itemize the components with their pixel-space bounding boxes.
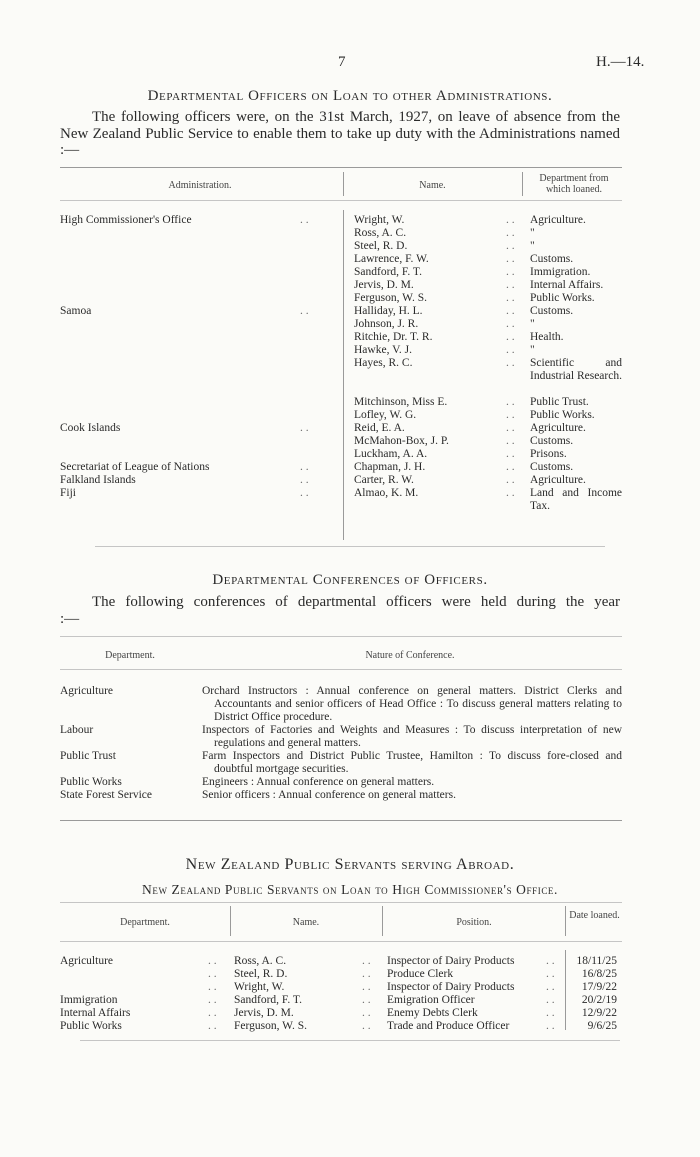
section-intro-conferences: The following conferences of departmental officers were held during the year :— [60,594,620,627]
leader-dots: . . [208,968,217,980]
table-top-rule [60,636,622,637]
leader-dots: . . [362,1007,371,1019]
abroad-name-cell: Wright, W. [234,981,285,993]
conference-nature-cell: Engineers : Annual conference on general matters. [202,776,435,788]
header-rule [60,941,622,942]
conference-department-cell: Labour [60,724,94,736]
abroad-name-cell: Ross, A. C. [234,955,287,967]
leader-dots: . . [506,331,515,343]
department-cell: Public Works. [530,409,595,421]
leader-dots: . . [506,474,515,486]
section-intro-loan: The following officers were, on the 31st March, 1927, on leave of absence from the New Zealand Public Service to enable them to take up duty with the Administrations named :— [60,109,620,158]
administration-cell: Samoa [60,305,92,317]
leader-dots: . . [546,1007,555,1019]
leader-dots: . . [506,318,515,330]
name-cell: Carter, R. W. [354,474,414,486]
department-cell: Customs. [530,435,574,447]
department-cell: " [530,344,535,356]
leader-dots: . . [362,1020,371,1032]
leader-dots: . . [546,955,555,967]
administration-cell: Fiji [60,487,76,499]
administration-cell: High Commissioner's Office [60,214,192,226]
leader-dots: . . [506,487,515,499]
name-cell: Hayes, R. C. [354,357,413,369]
leader-dots: . . [208,1020,217,1032]
department-cell: Immigration. [530,266,591,278]
leader-dots: . . [208,1007,217,1019]
column-divider [230,906,231,936]
leader-dots: . . [506,292,515,304]
leader-dots: . . [506,279,515,291]
conference-department-cell: Public Works [60,776,122,788]
name-cell: Lawrence, F. W. [354,253,429,265]
department-cell: Customs. [530,253,574,265]
name-cell: Steel, R. D. [354,240,408,252]
conference-nature-cell: Senior officers : Annual conference on general matters. [202,789,456,801]
department-cell: " [530,240,535,252]
department-cell: Public Trust. [530,396,589,408]
abroad-date-cell: 12/9/22 [581,1007,617,1019]
header-rule [60,669,622,670]
leader-dots: . . [506,396,515,408]
column-divider [522,172,523,196]
leader-dots: . . [506,357,515,369]
header-rule [60,200,622,201]
name-cell: Ross, A. C. [354,227,407,239]
department-cell: Public Works. [530,292,595,304]
abroad-department-cell: Immigration [60,994,118,1006]
conference-nature-cell: Inspectors of Factories and Weights and Measures : To discuss interpretation of new regulations and general matters. [202,724,622,749]
name-cell: Lofley, W. G. [354,409,417,421]
department-cell: Agriculture. [530,422,586,434]
abroad-date-cell: 9/6/25 [587,1020,617,1032]
leader-dots: . . [362,955,371,967]
leader-dots: . . [362,994,371,1006]
name-cell: Ferguson, W. S. [354,292,427,304]
table-top-rule [60,902,622,903]
column-divider [565,950,566,1030]
leader-dots: . . [506,240,515,252]
column-header-nature: Nature of Conference. [365,650,455,661]
name-cell: McMahon-Box, J. P. [354,435,449,447]
department-cell: Health. [530,331,564,343]
column-header-department: Department from which loaned. [539,173,609,195]
leader-dots: . . [300,214,309,226]
administration-cell: Secretariat of League of Nations [60,461,210,473]
name-cell: Hawke, V. J. [354,344,413,356]
administration-cell: Cook Islands [60,422,121,434]
department-cell: Internal Affairs. [530,279,604,291]
document-reference: H.—14. [596,54,645,70]
leader-dots: . . [362,981,371,993]
abroad-position-cell: Enemy Debts Clerk [387,1007,478,1019]
leader-dots: . . [208,994,217,1006]
name-cell: Wright, W. [354,214,405,226]
leader-dots: . . [506,253,515,265]
leader-dots: . . [546,994,555,1006]
leader-dots: . . [546,968,555,980]
conference-department-cell: Agriculture [60,685,114,697]
leader-dots: . . [300,461,309,473]
name-cell: Jervis, D. M. [354,279,414,291]
leader-dots: . . [506,214,515,226]
leader-dots: . . [300,422,309,434]
department-cell: Agriculture. [530,474,586,486]
section-subtitle-abroad: New Zealand Public Servants on Loan to High Commissioner's Office. [142,882,558,897]
leader-dots: . . [506,266,515,278]
page-number: 7 [338,54,346,70]
leader-dots: . . [506,461,515,473]
leader-dots: . . [506,435,515,447]
abroad-name-cell: Sandford, F. T. [234,994,302,1006]
leader-dots: . . [506,448,515,460]
table-bottom-rule [80,1040,620,1041]
leader-dots: . . [362,968,371,980]
name-cell: Sandford, F. T. [354,266,422,278]
conference-nature-cell: Farm Inspectors and District Public Trustee, Hamilton : To discuss fore-closed and doubtful mortgage securities. [202,750,622,775]
abroad-date-cell: 20/2/19 [581,994,617,1006]
column-header-department: Department. [105,650,155,661]
department-cell: " [530,318,535,330]
abroad-position-cell: Emigration Officer [387,994,475,1006]
leader-dots: . . [208,955,217,967]
column-header-department: Department. [120,917,170,928]
leader-dots: . . [208,981,217,993]
name-cell: Mitchinson, Miss E. [354,396,448,408]
conference-nature-cell: Orchard Instructors : Annual conference on general matters. District Clerks and Accountants and senior officers of Head Office : To discuss general matters relating to District Office procedure. [202,685,622,723]
abroad-name-cell: Jervis, D. M. [234,1007,294,1019]
column-header-name: Name. [292,917,320,928]
section-title-abroad: New Zealand Public Servants serving Abroad. [185,856,515,873]
leader-dots: . . [300,474,309,486]
abroad-position-cell: Produce Clerk [387,968,454,980]
column-header-position: Position. [456,917,492,928]
abroad-name-cell: Steel, R. D. [234,968,288,980]
leader-dots: . . [506,344,515,356]
leader-dots: . . [506,305,515,317]
abroad-position-cell: Inspector of Dairy Products [387,981,515,993]
column-divider [343,172,344,196]
column-header-name: Name. [419,180,446,191]
administration-cell: Falkland Islands [60,474,136,486]
column-divider [382,906,383,936]
name-cell: Ritchie, Dr. T. R. [354,331,433,343]
column-divider [343,210,344,540]
name-cell: Luckham, A. A. [354,448,428,460]
department-cell: " [530,227,535,239]
department-cell: Prisons. [530,448,567,460]
leader-dots: . . [300,305,309,317]
leader-dots: . . [506,227,515,239]
department-cell: Customs. [530,461,574,473]
leader-dots: . . [546,1020,555,1032]
column-header-administration: Administration. [168,180,232,191]
conference-department-cell: State Forest Service [60,789,152,801]
name-cell: Chapman, J. H. [354,461,426,473]
abroad-position-cell: Inspector of Dairy Products [387,955,515,967]
abroad-department-cell: Public Works [60,1020,122,1032]
table-bottom-rule [95,546,605,547]
name-cell: Johnson, J. R. [354,318,419,330]
section-title-conferences: Departmental Conferences of Officers. [212,572,488,588]
table-bottom-rule [60,820,622,821]
abroad-date-cell: 18/11/25 [576,955,617,967]
department-cell: Land and Income Tax. [530,487,622,512]
department-cell: Scientific and Industrial Research. [530,357,622,382]
conference-department-cell: Public Trust [60,750,116,762]
abroad-date-cell: 16/8/25 [581,968,617,980]
leader-dots: . . [506,422,515,434]
leader-dots: . . [546,981,555,993]
column-divider [565,906,566,936]
section-title-loan: Departmental Officers on Loan to other Administrations. [147,88,553,104]
table-top-rule [60,167,622,168]
name-cell: Reid, E. A. [354,422,405,434]
leader-dots: . . [300,487,309,499]
abroad-department-cell: Internal Affairs [60,1007,131,1019]
leader-dots: . . [506,409,515,421]
department-cell: Agriculture. [530,214,586,226]
name-cell: Almao, K. M. [354,487,419,499]
department-cell: Customs. [530,305,574,317]
abroad-department-cell: Agriculture [60,955,114,967]
abroad-name-cell: Ferguson, W. S. [234,1020,307,1032]
abroad-date-cell: 17/9/22 [581,981,617,993]
abroad-position-cell: Trade and Produce Officer [387,1020,510,1032]
name-cell: Halliday, H. L. [354,305,423,317]
column-header-date: Date loaned. [569,910,620,921]
